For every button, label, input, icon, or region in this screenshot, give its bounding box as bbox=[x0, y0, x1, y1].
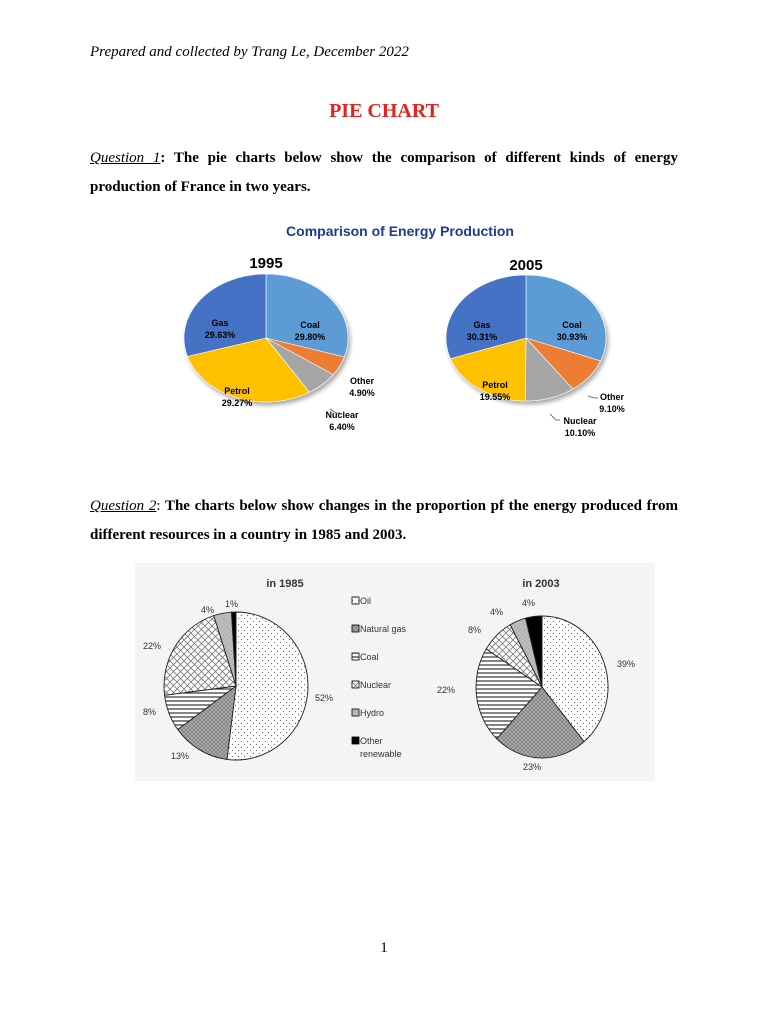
pct-label-nuclear-1985: 22% bbox=[143, 641, 162, 651]
legend-swatch-coal bbox=[352, 653, 359, 660]
pct-label-nuclear-2003: 8% bbox=[468, 625, 482, 635]
year-label-1995: 1995 bbox=[249, 255, 283, 272]
legend-label-coal: Coal bbox=[360, 652, 379, 662]
pct-label-other-1985: 1% bbox=[225, 599, 239, 609]
slice-label-other-2005-value: 9.10% bbox=[599, 404, 625, 414]
slice-label-nuclear-2005-name: Nuclear bbox=[563, 416, 597, 426]
question-2-text: The charts below show changes in the proportion pf the energy produced from different resources in a country in 1985 and 2003. bbox=[90, 498, 678, 543]
title-1985: in 1985 bbox=[266, 578, 304, 590]
question-1-label: Question 1 bbox=[90, 150, 161, 166]
question-1-text: The pie charts below show the comparison of different kinds of energy production of France in two years. bbox=[90, 150, 678, 195]
slice-label-other-1995-value: 4.90% bbox=[349, 388, 375, 398]
legend-swatch-nuclear bbox=[352, 681, 359, 688]
slice-label-coal-2005-value: 30.93% bbox=[556, 332, 588, 342]
legend-label-renewable: renewable bbox=[360, 749, 402, 759]
slice-label-coal-1995-value: 29.80% bbox=[294, 332, 326, 342]
slice-label-other-2005-name: Other bbox=[599, 392, 625, 402]
slice-label-petrol-1995-value: 29.27% bbox=[221, 398, 253, 408]
pct-label-gas-2003: 23% bbox=[523, 762, 542, 772]
slice-label-gas-1995-value: 29.63% bbox=[204, 330, 236, 340]
slice-label-petrol-1995-name: Petrol bbox=[224, 386, 250, 396]
pct-label-other-2003: 4% bbox=[522, 598, 536, 608]
pct-label-coal-1985: 8% bbox=[143, 707, 157, 717]
slice-label-coal-2005-name: Coal bbox=[562, 320, 582, 330]
pct-label-oil-2003: 39% bbox=[617, 659, 636, 669]
title-2003: in 2003 bbox=[522, 578, 560, 590]
page-title: PIE CHART bbox=[329, 100, 439, 122]
question-2-colon: : bbox=[156, 498, 161, 514]
slice-label-other-1995-name: Other bbox=[349, 376, 375, 386]
legend-swatch-oil bbox=[352, 597, 359, 604]
slice-label-nuclear-2005-value: 10.10% bbox=[564, 428, 596, 438]
chart-title: Comparison of Energy Production bbox=[286, 223, 514, 239]
legend-label-nuclear: Nuclear bbox=[360, 680, 392, 690]
legend-label-other: Other bbox=[360, 736, 383, 746]
legend-label-oil: Oil bbox=[360, 596, 371, 606]
page-header: Prepared and collected by Trang Le, December 2022 bbox=[90, 44, 409, 60]
slice-label-gas-2005-value: 30.31% bbox=[466, 332, 498, 342]
pct-label-gas-1985: 13% bbox=[171, 751, 190, 761]
slice-label-petrol-2005-value: 19.55% bbox=[479, 392, 511, 402]
pct-label-hydro-1985: 4% bbox=[201, 605, 215, 615]
legend-label-hydro: Hydro bbox=[360, 708, 385, 718]
energy-sources-chart bbox=[135, 563, 655, 781]
slice-label-gas-1995-name: Gas bbox=[211, 318, 229, 328]
legend-swatch-other-renewable bbox=[352, 737, 359, 744]
slice-label-petrol-2005-name: Petrol bbox=[482, 380, 508, 390]
pie-1985 bbox=[164, 612, 308, 760]
energy-production-chart bbox=[160, 212, 625, 452]
question-1-colon: : bbox=[160, 150, 166, 166]
pct-label-oil-1985: 52% bbox=[315, 693, 334, 703]
question-1 bbox=[90, 144, 678, 202]
question-2-label: Question 2 bbox=[90, 498, 157, 514]
legend-swatch-hydro bbox=[352, 709, 359, 716]
pie-2003 bbox=[476, 616, 608, 758]
page-number: 1 bbox=[380, 940, 388, 956]
legend-label-natural-gas: Natural gas bbox=[360, 624, 407, 634]
pct-label-hydro-2003: 4% bbox=[490, 607, 504, 617]
slice-label-nuclear-1995-value: 6.40% bbox=[329, 422, 355, 432]
slice-label-gas-2005-name: Gas bbox=[473, 320, 491, 330]
year-label-2005: 2005 bbox=[509, 257, 543, 274]
legend-swatch-natural-gas bbox=[352, 625, 359, 632]
slice-label-coal-1995-name: Coal bbox=[300, 320, 320, 330]
pct-label-coal-2003: 22% bbox=[437, 685, 456, 695]
slice-label-nuclear-1995-name: Nuclear bbox=[325, 410, 359, 420]
question-2 bbox=[90, 492, 678, 550]
